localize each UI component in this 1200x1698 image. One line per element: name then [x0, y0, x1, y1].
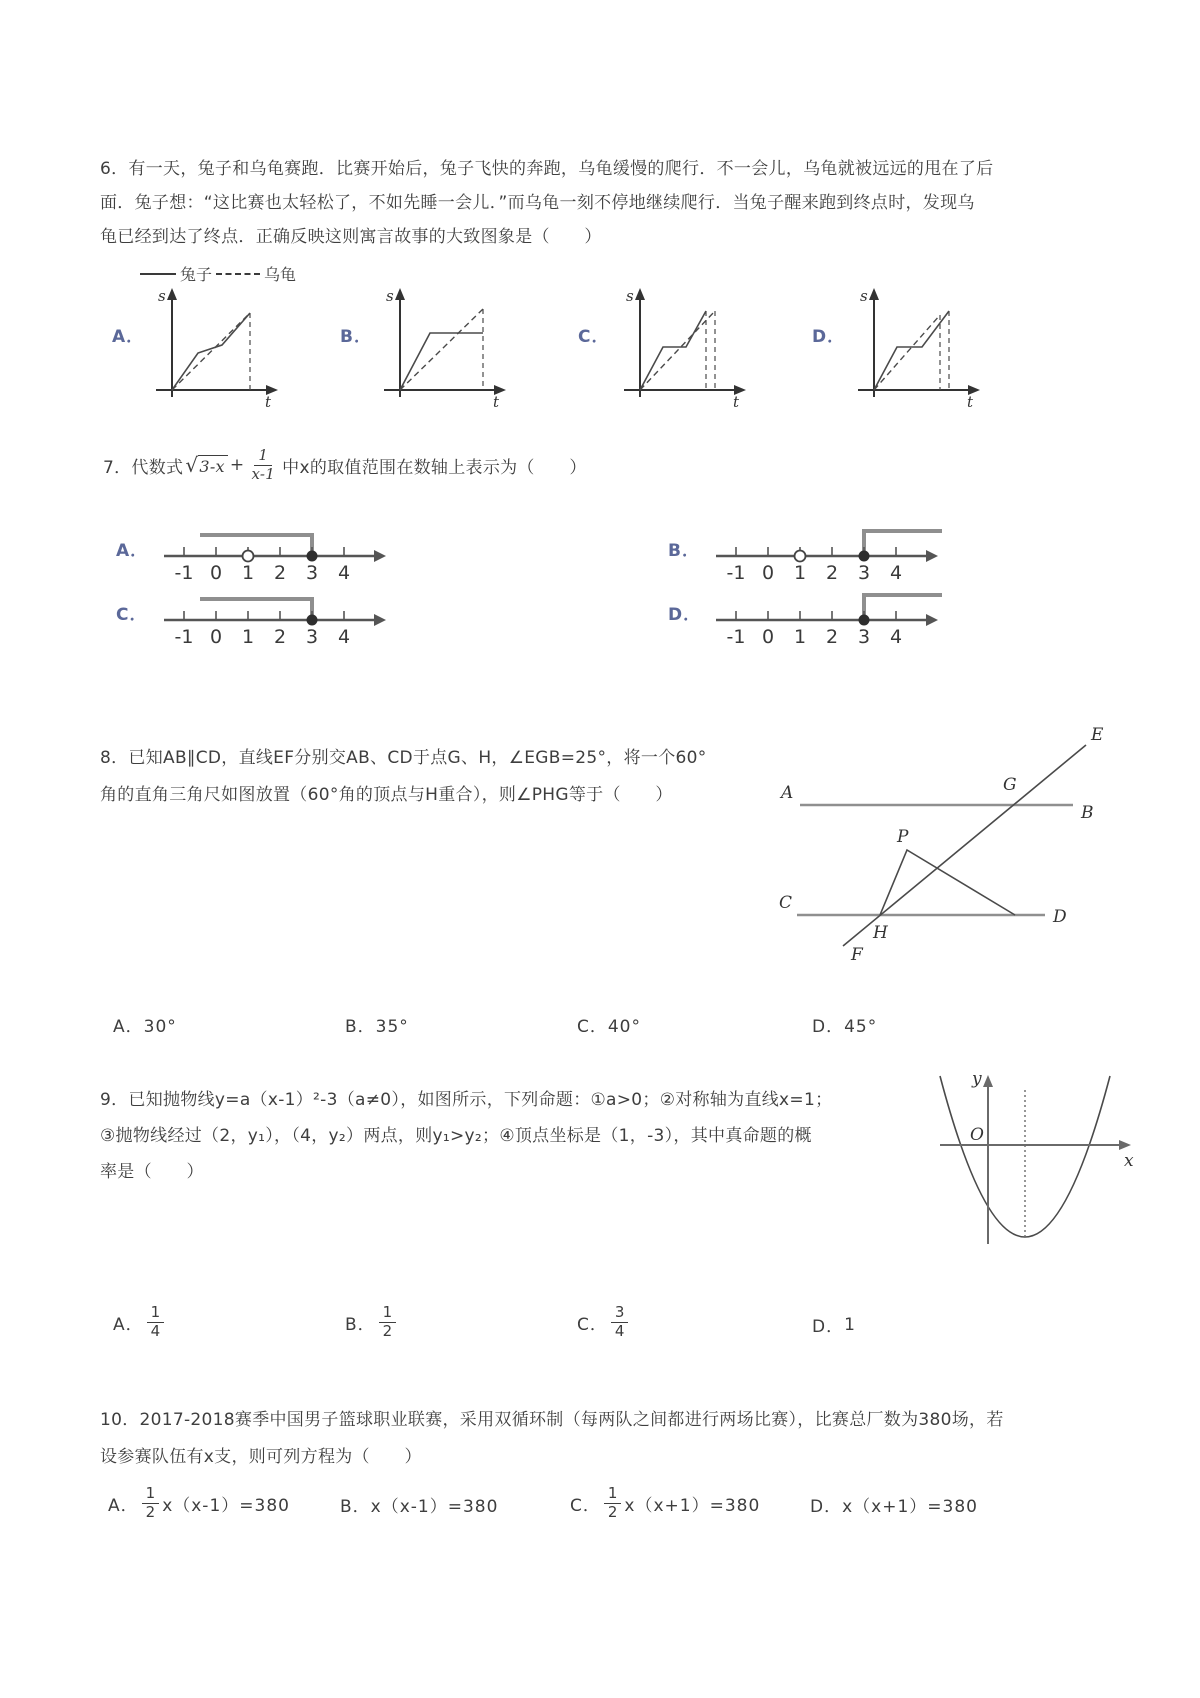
- q9-option-a: [113, 1305, 167, 1340]
- svg-text:0: 0: [761, 626, 775, 648]
- q6-line-2: 面．兔子想：“这比赛也太轻松了，不如先睡一会儿．”而乌龟一刻不停地继续爬行．当兔子醒来跑到终点时，发现乌: [100, 193, 975, 213]
- q10-option-c-letter: C．: [570, 1495, 601, 1516]
- q9-line-3: 率是（ ）: [100, 1162, 204, 1182]
- q7-option-c-letter: C．: [116, 605, 148, 625]
- q10-line-1: 10．2017-2018赛季中国男子篮球职业联赛，采用双循环制（每两队之间都进行两场比赛），比赛总厂数为380场，若: [100, 1410, 1004, 1430]
- q9-option-a-fraction: $\frac{1}{4}$: [147, 1305, 165, 1340]
- q7-fraction: [247, 448, 279, 483]
- legend-dashed-line-icon: [216, 273, 260, 275]
- range-bar: [200, 599, 312, 617]
- y-axis-label: y: [972, 1069, 982, 1089]
- svg-text:4: 4: [337, 562, 351, 584]
- point-F-label: F: [851, 945, 863, 965]
- svg-text:0: 0: [761, 562, 775, 584]
- q7-fraction-numerator: 1: [254, 448, 272, 466]
- q8-line-1: 8．已知AB∥CD，直线EF分别交AB、CD于点G、H，∠EGB=25°，将一个60°: [100, 748, 707, 768]
- question-6-text: [100, 152, 1120, 254]
- svg-text:3: 3: [857, 562, 871, 584]
- svg-text:1: 1: [793, 626, 807, 648]
- q10-option-d: [810, 1492, 978, 1517]
- svg-text:0: 0: [209, 626, 223, 648]
- q9-option-a-letter: A．: [113, 1314, 144, 1335]
- q10-option-d-expression: x（x+1）=380: [842, 1497, 978, 1517]
- q6a-t-axis-label: t: [265, 393, 272, 410]
- point-D-label: D: [1053, 907, 1067, 927]
- q6-option-b-letter: B．: [340, 327, 372, 347]
- svg-text:0: 0: [209, 562, 223, 584]
- q9-option-d-letter: D．: [812, 1317, 845, 1337]
- q10-option-a-fraction: $\frac{1}{2}$: [142, 1486, 160, 1521]
- point-P-label: P: [897, 827, 909, 847]
- svg-text:-1: -1: [726, 626, 746, 648]
- q6b-s-axis-label: s: [386, 287, 394, 305]
- q8-line-2: 角的直角三角尺如图放置（60°角的顶点与H重合），则∠PHG等于（ ）: [100, 785, 673, 805]
- q9-option-b-letter: B．: [345, 1314, 376, 1335]
- svg-text:2: 2: [825, 626, 839, 648]
- q9-option-b: [345, 1305, 399, 1340]
- radical-sign: √: [185, 452, 199, 477]
- q6b-t-axis-label: t: [493, 393, 500, 410]
- legend-dashed-label: 乌龟: [264, 265, 297, 284]
- question-7-text: [103, 448, 587, 483]
- q8-geometry-diagram: [755, 660, 1125, 970]
- svg-text:2: 2: [273, 626, 287, 648]
- q9-option-c: [577, 1305, 631, 1340]
- q7-option-a-letter: A．: [116, 541, 149, 561]
- q10-line-2: 设参赛队伍有x支，则可列方程为（ ）: [100, 1447, 422, 1467]
- q10-option-c: [570, 1486, 760, 1521]
- q7-prefix: 7．代数式: [103, 457, 184, 478]
- q7-plus-sign: +: [229, 455, 245, 476]
- q7-option-c-numberline: [150, 580, 400, 652]
- point-A-label: A: [781, 783, 794, 803]
- q9-option-d: [812, 1312, 856, 1337]
- q9-option-c-fraction: $\frac{3}{4}$: [611, 1305, 629, 1340]
- q6-option-c-letter: C．: [578, 327, 610, 347]
- question-9-text: [100, 1082, 910, 1190]
- legend-solid-label: 兔子: [180, 265, 213, 284]
- legend-solid-line-icon: [140, 273, 176, 275]
- svg-text:2: 2: [825, 562, 839, 584]
- svg-text:4: 4: [337, 626, 351, 648]
- q6d-t-axis-label: t: [967, 393, 974, 410]
- range-bar: [864, 531, 942, 553]
- closed-dot-at-3: [859, 551, 870, 562]
- q10-option-b-letter: B．: [340, 1497, 371, 1517]
- q6-option-d-graph: [852, 285, 982, 410]
- q10-option-c-expression: x（x+1）=380: [624, 1495, 761, 1516]
- svg-text:-1: -1: [174, 626, 194, 648]
- svg-text:4: 4: [889, 626, 903, 648]
- point-C-label: C: [779, 893, 793, 913]
- closed-dot-at-3: [307, 551, 318, 562]
- q6-option-d-letter: D．: [812, 327, 846, 347]
- q6-option-a-graph: [150, 285, 280, 410]
- rabbit-curve: [874, 311, 949, 390]
- tortoise-curve: [400, 309, 483, 390]
- svg-text:-1: -1: [174, 562, 194, 584]
- range-bar: [200, 535, 312, 553]
- q6a-s-axis-label: s: [158, 287, 166, 305]
- q9-option-d-value: 1: [844, 1314, 856, 1335]
- svg-text:2: 2: [273, 562, 287, 584]
- q6-option-a-letter: A．: [112, 327, 145, 347]
- q10-option-d-letter: D．: [810, 1497, 843, 1517]
- q10-option-b: [340, 1492, 498, 1517]
- q8-option-a: A．30°: [113, 1017, 177, 1037]
- q9-parabola-graph: [930, 1068, 1140, 1248]
- q7-option-d-numberline: [702, 580, 952, 652]
- rabbit-curve: [400, 333, 483, 390]
- svg-text:3: 3: [857, 626, 871, 648]
- q6c-s-axis-label: s: [626, 287, 634, 305]
- origin-label: O: [970, 1125, 984, 1145]
- closed-dot-at-3: [859, 615, 870, 626]
- closed-dot-at-3: [307, 615, 318, 626]
- point-G-label: G: [1003, 775, 1017, 795]
- q9-line-1: 9．已知抛物线y=a（x-1）²-3（a≠0），如图所示，下列命题：①a>0；②对称轴为直线x=1；: [100, 1090, 833, 1110]
- point-H-label: H: [873, 923, 888, 943]
- point-B-label: B: [1081, 803, 1094, 823]
- svg-text:1: 1: [241, 562, 255, 584]
- tortoise-curve: [640, 311, 715, 390]
- q7-option-b-letter: B．: [668, 541, 700, 561]
- q7-option-d-letter: D．: [668, 605, 702, 625]
- question-10-text: [100, 1402, 1120, 1476]
- tortoise-curve: [172, 313, 250, 390]
- q6c-t-axis-label: t: [733, 393, 740, 410]
- q9-line-2: ③抛物线经过（2，y₁），（4，y₂）两点，则y₁>y₂；④顶点坐标是（1，-3），其中真命题的概: [100, 1126, 812, 1146]
- range-bar: [864, 595, 942, 617]
- q9-option-c-letter: C．: [577, 1314, 608, 1335]
- svg-text:3: 3: [305, 626, 319, 648]
- q6-line-3: 龟已经到达了终点．正确反映这则寓言故事的大致图象是（ ）: [100, 227, 602, 247]
- q10-option-c-fraction: $\frac{1}{2}$: [604, 1486, 622, 1521]
- q10-option-a-letter: A．: [108, 1495, 139, 1516]
- svg-text:-1: -1: [726, 562, 746, 584]
- q7-option-b-numberline: [702, 516, 952, 588]
- rabbit-curve: [640, 311, 706, 390]
- q8-option-d: D．45°: [812, 1017, 878, 1037]
- tortoise-curve: [874, 315, 940, 390]
- q10-option-a-expression: x（x-1）=380: [162, 1495, 290, 1516]
- point-E-label: E: [1091, 725, 1104, 745]
- q7-option-a-numberline: [150, 516, 400, 588]
- q10-option-b-expression: x（x-1）=380: [370, 1497, 499, 1517]
- q7-sqrt-expression: [185, 452, 228, 477]
- q10-option-a: [108, 1486, 290, 1521]
- q8-option-b: B．35°: [345, 1017, 409, 1037]
- question-8-text: [100, 740, 740, 814]
- q6-graph-legend: [140, 262, 296, 285]
- q8-option-c: C．40°: [577, 1017, 642, 1037]
- q6d-s-axis-label: s: [860, 287, 868, 305]
- q7-radicand: 3-x: [198, 455, 228, 476]
- q7-fraction-denominator: x-1: [251, 464, 276, 483]
- svg-text:1: 1: [241, 626, 255, 648]
- x-axis-label: x: [1124, 1151, 1134, 1171]
- open-circle-at-1: [243, 551, 254, 562]
- q6-option-c-graph: [618, 285, 748, 410]
- q7-suffix: 中x的取值范围在数轴上表示为（ ）: [282, 457, 587, 478]
- svg-text:4: 4: [889, 562, 903, 584]
- svg-text:3: 3: [305, 562, 319, 584]
- open-circle-at-1: [795, 551, 806, 562]
- svg-text:1: 1: [793, 562, 807, 584]
- q6-option-b-graph: [378, 285, 508, 410]
- q9-option-b-fraction: $\frac{1}{2}$: [379, 1305, 397, 1340]
- q6-line-1: 6．有一天，兔子和乌龟赛跑．比赛开始后，兔子飞快的奔跑，乌龟缓慢的爬行．不一会儿，乌龟就被远远的甩在了后: [100, 159, 994, 179]
